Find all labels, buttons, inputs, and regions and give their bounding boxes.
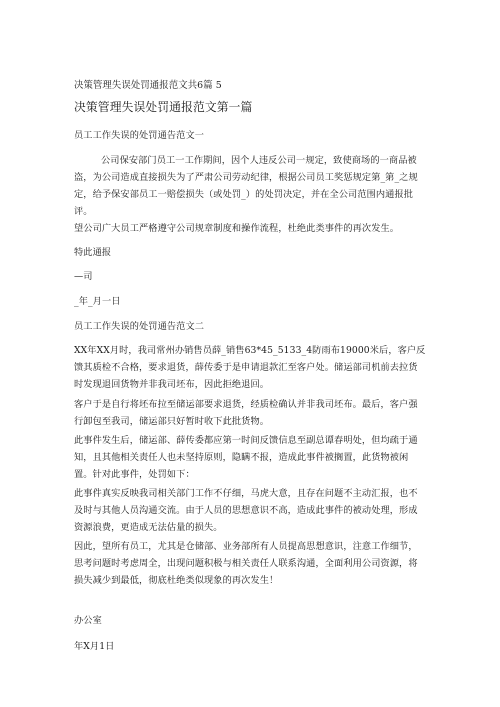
- office-signature: 办公室: [74, 615, 102, 626]
- date-line: _年_月一日: [74, 296, 121, 307]
- paragraph-s2-p3: [74, 432, 430, 483]
- text-line: 此事件发生后，储运部、薛传委都应第一时间反馈信息至副总谭春明处，但均疏于通: [74, 435, 418, 446]
- text-line: 此事件真实反映我司相关部门工作不仔细，马虎大意，且存在问题不主动汇报，也不: [74, 488, 418, 499]
- text-line: 及时与其他人员沟通交流。由于人员的思想意识不高，造成此事件的被动处理，形成: [74, 505, 418, 516]
- paragraph-s1-p2: 望公司广大员工严格遵守公司规章制度和操作流程，杜绝此类事件的再次发生。: [74, 223, 400, 234]
- text-line: 公司保安部门员工一工作期间，因个人违反公司一规定，致使商场的一商品被: [101, 155, 417, 166]
- text-line: 因此，望所有员工，尤其是仓储部、业务部所有人员提高思想意识，注意工作细节，: [74, 541, 418, 552]
- text-line: 思考问题时考虑周全，出现问题积极与相关责任人联系沟通，全面利用公司资源，将: [74, 558, 418, 569]
- paragraph-s1-p1: [74, 152, 430, 220]
- paragraph-s2-p4: [74, 485, 430, 536]
- text-line: 馈其质检不合格，要求退货，薛传委于是申请退款汇至客户处。储运部司机前去拉货: [74, 362, 418, 373]
- section-heading: 决策管理失误处罚通报范文第一篇: [74, 100, 253, 114]
- text-line: 定，给予保安部员工一赔偿损失（或处罚_）的处罚决定，并在全公司范围内通报批: [74, 189, 414, 200]
- text-line: 资源浪费，更造成无法估量的损失。: [74, 522, 223, 533]
- paragraph-s2-p2: [74, 396, 430, 430]
- document-title: 决策管理失误处罚通报范文共6篇 5: [74, 80, 222, 91]
- text-line: 行卸包至我司，储运部只好暂时收下此批货物。: [74, 416, 270, 427]
- text-line: 盗，为公司造成直接损失为了严肃公司劳动纪律，根据公司员工奖惩规定第_第_之规: [74, 172, 418, 183]
- text-line: 知，且其他相关责任人也未坚持原则，隐瞒不报，造成此事件被搁置，此货物被闲: [74, 452, 409, 463]
- text-line: 评。: [74, 206, 93, 217]
- paragraph-s2-p1: [74, 342, 430, 393]
- text-line: 时发现退回货物并非我司坯布，因此拒绝退回。: [74, 379, 270, 390]
- notice-closing: 特此通报: [74, 247, 112, 258]
- company-signature: —司: [74, 271, 93, 282]
- text-line: 置。针对此事件，处罚如下：: [74, 469, 195, 480]
- final-date: 年X月1日: [74, 641, 115, 652]
- text-line: 损失减少到最低，彻底杜绝类似现象的再次发生！: [74, 575, 279, 586]
- notice-title-1: 员工工作失误的处罚通告范文一: [74, 130, 205, 141]
- text-line: 客户于是自行将坯布拉至储运部要求退货，经质检确认并非我司坯布。最后，客户强: [74, 399, 418, 410]
- notice-title-2: 员工工作失误的处罚通告范文二: [74, 321, 205, 332]
- paragraph-s2-p5: [74, 538, 430, 589]
- text-line: XX年XX月时，我司常州办销售员薛_销售63*45_5133_4防雨布19000米后，客户反: [74, 345, 426, 356]
